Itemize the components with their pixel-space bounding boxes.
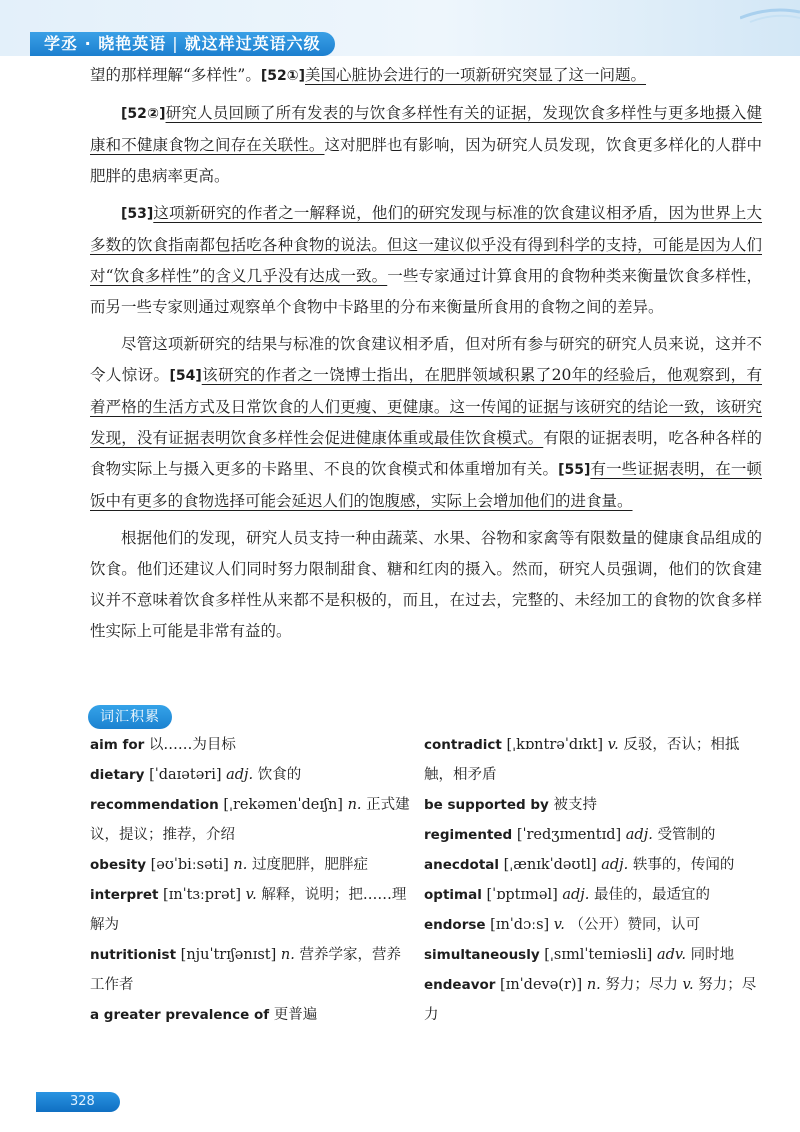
- vocab-part-of-speech: n.: [233, 857, 248, 873]
- vocab-word: simultaneously: [424, 947, 540, 963]
- vocab-phonetic: [ˌrekəmenˈdeɪʃn]: [223, 797, 343, 813]
- vocab-entry: [90, 940, 412, 1000]
- vocab-word: endorse: [424, 917, 486, 933]
- vocab-entry: [424, 790, 764, 820]
- vocab-part-of-speech: v.: [682, 977, 694, 993]
- vocab-part-of-speech: n.: [280, 947, 295, 963]
- vocab-definition: 解释，说明；把……理解为: [90, 887, 407, 933]
- vocab-phonetic: [ˈdaɪətəri]: [149, 767, 222, 783]
- vocab-entry: [424, 880, 764, 910]
- question-marker-54: [54]: [169, 368, 202, 384]
- vocab-entry: [424, 850, 764, 880]
- vocab-definition: 过度肥胖，肥胖症: [251, 857, 368, 873]
- vocab-part-of-speech: v.: [607, 737, 619, 753]
- vocab-entry: [424, 970, 764, 1030]
- header-band: [0, 0, 800, 56]
- vocab-phonetic: [ɪnˈtɜːprət]: [163, 887, 242, 903]
- paragraph-lead: 望的那样理解“多样性”。: [90, 66, 261, 84]
- vocab-definition: 努力；尽力: [424, 977, 757, 1023]
- paragraph-5: 根据他们的发现，研究人员支持一种由蔬菜、水果、谷物和家禽等有限数量的健康食品组成的饮食。他们还建议人们同时努力限制甜食、糖和红肉的摄入。然而，研究人员强调，他们的饮食建议并不意味着饮食多样性从来都不是积极的，而且，在过去，完整的、未经加工的食物的饮食多样性实际上可能是非常有益的。: [90, 529, 762, 640]
- vocab-phonetic: [ɪnˈdevə(r)]: [500, 977, 583, 993]
- vocab-part-of-speech: v.: [245, 887, 257, 903]
- vocab-definition: 营养学家，营养工作者: [90, 947, 401, 993]
- question-marker-53: [53]: [121, 206, 154, 222]
- vocab-word: nutritionist: [90, 947, 177, 963]
- vocab-phonetic: [njuˈtrɪʃənɪst]: [180, 947, 277, 963]
- paragraph-text: 一些专家通过计算食用的食物种类来衡量饮食多样性，而另一些专家则通过观察单个食物中卡路里的分布来衡量所食用的食物之间的差异。: [90, 267, 762, 316]
- vocab-entry: [90, 1000, 412, 1030]
- vocab-definition: 反驳，否认；相抵触，相矛盾: [424, 737, 740, 783]
- paragraph-2: [90, 98, 762, 192]
- vocab-column-right: [424, 730, 764, 1030]
- vocab-word: anecdotal: [424, 857, 500, 873]
- book-title: 就这样过英语六级: [184, 34, 321, 53]
- underlined-answer: 有一些证据表明，在一顿饭中有更多的食物选择可能会延迟人们的饱腹感，实际上会增加他们的进食量。: [90, 460, 762, 510]
- vocab-word: contradict: [424, 737, 502, 753]
- question-marker-52-1: [52①]: [260, 68, 305, 84]
- vocab-entry: [424, 940, 764, 970]
- brand-name: 学丞 · 晓艳英语: [44, 34, 167, 53]
- vocab-definition: 轶事的，传闻的: [632, 857, 735, 873]
- translation-text: [90, 60, 762, 653]
- vocab-entry: [90, 880, 412, 940]
- vocab-phonetic: [əʊˈbiːsəti]: [150, 857, 229, 873]
- vocab-part-of-speech: adj.: [562, 887, 590, 903]
- underlined-answer: 该研究的作者之一饶博士指出，在肥胖领域积累了20年的经验后，他观察到，有着严格的生活方式及日常饮食的人们更瘦、更健康。这一传闻的证据与该研究的结论一致，该研究发现，没有证据表明饮食多样性会促进健康体重或最佳饮食模式。: [90, 366, 762, 447]
- vocab-phonetic: [ˌsɪmlˈteɪniəsli]: [544, 947, 653, 963]
- vocab-word: obesity: [90, 857, 147, 873]
- vocab-column-left: [90, 730, 412, 1030]
- vocab-definition: 正式建议，提议；推荐，介绍: [90, 797, 410, 843]
- vocab-definition: 同时地: [690, 947, 735, 963]
- vocab-word: dietary: [90, 767, 145, 783]
- book-header-tab: [30, 32, 335, 56]
- vocab-part-of-speech: n.: [586, 977, 601, 993]
- vocab-definition: 受管制的: [657, 827, 716, 843]
- vocab-entry: [424, 730, 764, 790]
- question-marker-55: [55]: [558, 462, 591, 478]
- vocab-word: optimal: [424, 887, 482, 903]
- vocab-entry: [90, 790, 412, 850]
- vocab-word: interpret: [90, 887, 159, 903]
- vocab-definition: （公开）赞同，认可: [569, 917, 700, 933]
- vocab-section-badge: 词汇积累: [88, 705, 172, 729]
- vocab-definition: 更普遍: [273, 1007, 318, 1023]
- vocab-word: be supported by: [424, 797, 549, 813]
- vocab-definition: 以……为目标: [148, 737, 236, 753]
- question-marker-52-2: [52②]: [121, 106, 166, 122]
- vocab-part-of-speech: v.: [553, 917, 565, 933]
- vocab-entry: [90, 760, 412, 790]
- page-number: 328: [70, 1094, 95, 1109]
- vocab-definition: 饮食的: [257, 767, 302, 783]
- vocab-part-of-speech: adj.: [226, 767, 254, 783]
- vocab-word: recommendation: [90, 797, 219, 813]
- paragraph-text: 这对肥胖也有影响，因为研究人员发现，饮食更多样化的人群中肥胖的患病率更高。: [90, 136, 762, 185]
- vocab-word: a greater prevalence of: [90, 1007, 270, 1023]
- vocab-entry: [424, 820, 764, 850]
- vocab-part-of-speech: n.: [347, 797, 362, 813]
- vocab-part-of-speech: adv.: [656, 947, 686, 963]
- header-separator: |: [172, 34, 179, 53]
- vocab-definition: 努力；尽力: [605, 977, 678, 993]
- vocab-phonetic: [ˈredʒɪmentɪd]: [516, 827, 622, 843]
- vocab-phonetic: [ˌænɪkˈdəʊtl]: [503, 857, 597, 873]
- vocab-definition: 被支持: [553, 797, 597, 813]
- vocab-definition: 最佳的，最适宜的: [594, 887, 710, 903]
- vocab-word: regimented: [424, 827, 513, 843]
- paragraph-3: [90, 198, 762, 323]
- vocab-word: aim for: [90, 737, 145, 753]
- page-number-tab: [36, 1092, 120, 1112]
- underlined-answer: 研究人员回顾了所有发表的与饮食多样性有关的证据，发现饮食多样性与更多地摄入健康和不健康食物之间存在关联性。: [90, 104, 762, 154]
- paragraph-4: [90, 329, 762, 517]
- vocab-phonetic: [ɪnˈdɔːs]: [490, 917, 550, 933]
- paragraph-lead: 尽管这项新研究的结果与标准的饮食建议相矛盾，但对所有参与研究的研究人员来说，这并不令人惊讶。: [90, 335, 762, 384]
- underlined-answer: 这项新研究的作者之一解释说，他们的研究发现与标准的饮食建议相矛盾，因为世界上大多数的饮食指南都包括吃各种食物的说法。但这一建议似乎没有得到科学的支持，可能是因为人们对“饮食多样性”的含义几乎没有达成一致。: [90, 204, 762, 285]
- vocab-word: endeavor: [424, 977, 496, 993]
- vocab-part-of-speech: adj.: [625, 827, 653, 843]
- vocab-phonetic: [ˌkɒntrəˈdɪkt]: [506, 737, 604, 753]
- vocab-entry: [424, 910, 764, 940]
- paragraph-1: [90, 60, 762, 92]
- paragraph-text: 有限的证据表明，吃各种各样的食物实际上与摄入更多的卡路里、不良的饮食模式和体重增加有关。: [90, 429, 762, 478]
- vocab-phonetic: [ˈɒptɪməl]: [486, 887, 558, 903]
- vocab-entry: [90, 850, 412, 880]
- underlined-answer: 美国心脏协会进行的一项新研究突显了这一问题。: [305, 66, 647, 84]
- vocab-part-of-speech: adj.: [601, 857, 629, 873]
- vocab-entry: [90, 730, 412, 760]
- decorative-swoosh-icon: [740, 4, 800, 24]
